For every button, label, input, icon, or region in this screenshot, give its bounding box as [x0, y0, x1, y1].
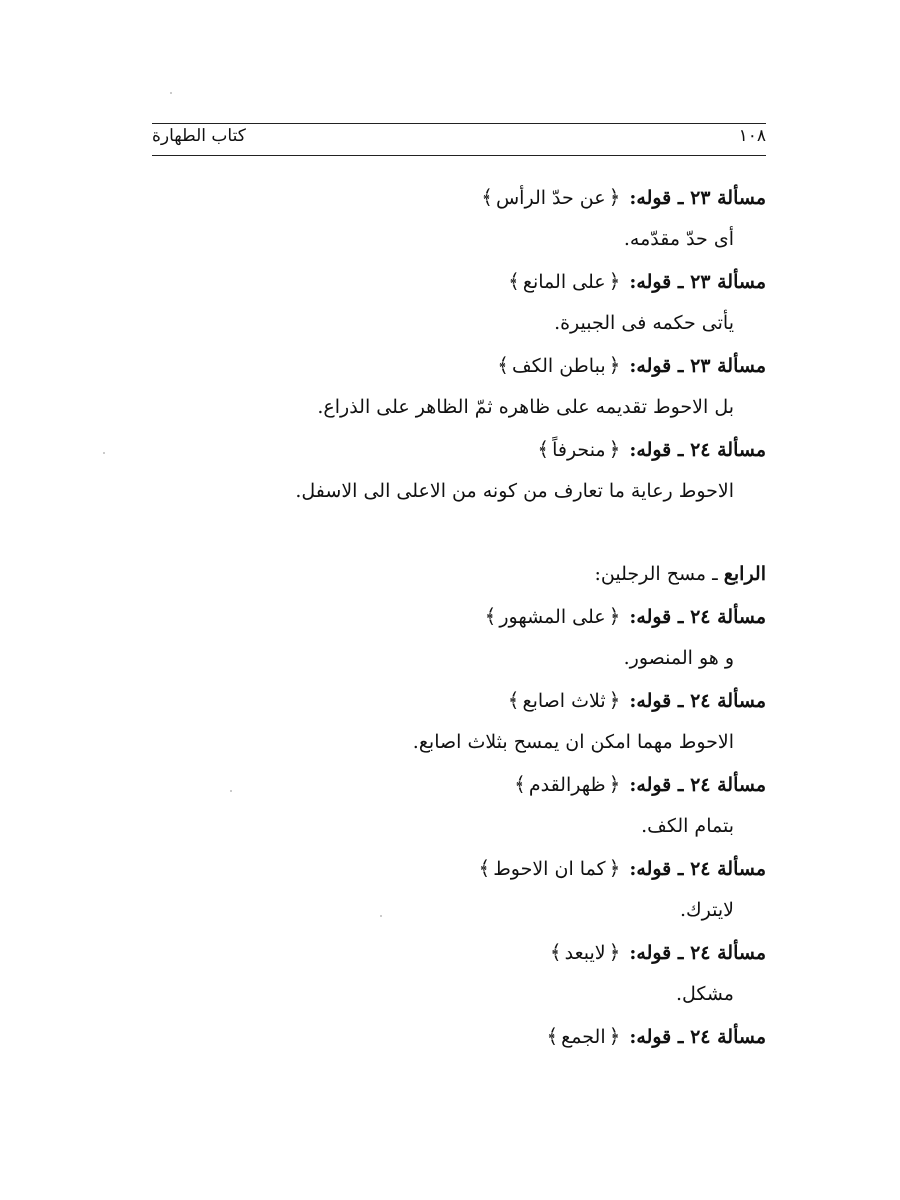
- close-bracket: ﴾: [514, 772, 526, 796]
- entry-label: مسألة ٢٤ ـ قوله:: [629, 942, 766, 964]
- quoted-phrase: بباطن الكف: [511, 355, 606, 377]
- entry-heading: [146, 679, 766, 721]
- open-bracket: ﴿: [608, 353, 621, 377]
- quoted-phrase: ثلاث اصابع: [522, 690, 606, 712]
- open-bracket: ﴿: [608, 856, 621, 880]
- section-heading: [146, 553, 766, 595]
- header-bottom-rule: [152, 155, 766, 156]
- entry-heading: [146, 763, 766, 805]
- close-bracket: ﴾: [481, 185, 493, 209]
- entry-answer: يأتى حكمه فى الجبيرة.: [554, 312, 734, 334]
- paper-speck: [380, 915, 382, 917]
- entry-answer: الاحوط رعاية ما تعارف من كونه من الاعلى الى الاسفل.: [295, 480, 734, 502]
- quoted-phrase: على المشهور: [499, 606, 606, 628]
- open-bracket: ﴿: [608, 1024, 621, 1048]
- open-bracket: ﴿: [608, 604, 621, 628]
- entry-label: مسألة ٢٤ ـ قوله:: [629, 606, 766, 628]
- entry-heading: [146, 176, 766, 218]
- page-body: [146, 176, 766, 1057]
- quoted-phrase: على المانع: [522, 271, 606, 293]
- paper-speck: [103, 452, 105, 454]
- entry-label: مسألة ٢٤ ـ قوله:: [629, 439, 766, 461]
- entry-label: مسألة ٢٤ ـ قوله:: [629, 774, 766, 796]
- entry-heading: [146, 931, 766, 973]
- close-bracket: ﴾: [478, 856, 491, 880]
- entry-answer: لايترك.: [679, 899, 734, 921]
- open-bracket: ﴿: [608, 772, 621, 796]
- quoted-phrase: عن حدّ الرأس: [495, 187, 606, 209]
- entry-label: مسألة ٢٣ ـ قوله:: [629, 187, 766, 209]
- close-bracket: ﴾: [537, 437, 550, 461]
- entry-heading: [146, 428, 766, 470]
- paper-speck: [170, 92, 172, 94]
- entry-answer: الاحوط مهما امكن ان يمسح بثلاث اصابع.: [412, 731, 734, 753]
- entry-answer: و هو المنصور.: [623, 647, 734, 669]
- open-bracket: ﴿: [608, 940, 621, 964]
- quoted-phrase: لايبعد: [564, 942, 606, 964]
- close-bracket: ﴾: [546, 1024, 559, 1048]
- section-spacer: [146, 512, 766, 553]
- entry-label: مسألة ٢٣ ـ قوله:: [629, 355, 766, 377]
- quoted-phrase: كما ان الاحوط: [493, 858, 606, 880]
- entry-answer: أى حدّ مقدّمه.: [623, 228, 734, 250]
- header-top-rule: [152, 123, 766, 124]
- running-header-title: كتاب الطهارة: [152, 126, 246, 146]
- open-bracket: ﴿: [608, 688, 621, 712]
- quoted-phrase: ظهرالقدم: [528, 774, 606, 796]
- page-number: ١٠٨: [738, 126, 766, 146]
- entry-heading: [146, 847, 766, 889]
- open-bracket: ﴿: [608, 269, 621, 293]
- close-bracket: ﴾: [508, 269, 520, 293]
- entry-answer: بل الاحوط تقديمه على ظاهره ثمّ الظاهر على الذراع.: [317, 396, 734, 418]
- section-title-rest: ـ مسح الرجلين:: [594, 563, 718, 585]
- entry-label: مسألة ٢٤ ـ قوله:: [629, 858, 766, 880]
- entry-answer: بتمام الكف.: [641, 815, 734, 837]
- entry-label: مسألة ٢٣ ـ قوله:: [629, 271, 766, 293]
- close-bracket: ﴾: [484, 604, 497, 628]
- entry-answer: مشكل.: [675, 983, 734, 1005]
- entry-heading: [146, 595, 766, 637]
- entry-heading: [146, 1015, 766, 1057]
- close-bracket: ﴾: [497, 353, 509, 377]
- entry-label: مسألة ٢٤ ـ قوله:: [629, 690, 766, 712]
- close-bracket: ﴾: [507, 688, 520, 712]
- open-bracket: ﴿: [608, 437, 621, 461]
- paper-speck: [230, 790, 232, 792]
- open-bracket: ﴿: [608, 185, 621, 209]
- quoted-phrase: منحرفاً: [552, 439, 606, 461]
- entry-heading: [146, 260, 766, 302]
- entry-label: مسألة ٢٤ ـ قوله:: [629, 1026, 766, 1048]
- entry-heading: [146, 344, 766, 386]
- close-bracket: ﴾: [549, 940, 562, 964]
- quoted-phrase: الجمع: [561, 1026, 606, 1048]
- section-title-bold: الرابع: [723, 563, 766, 585]
